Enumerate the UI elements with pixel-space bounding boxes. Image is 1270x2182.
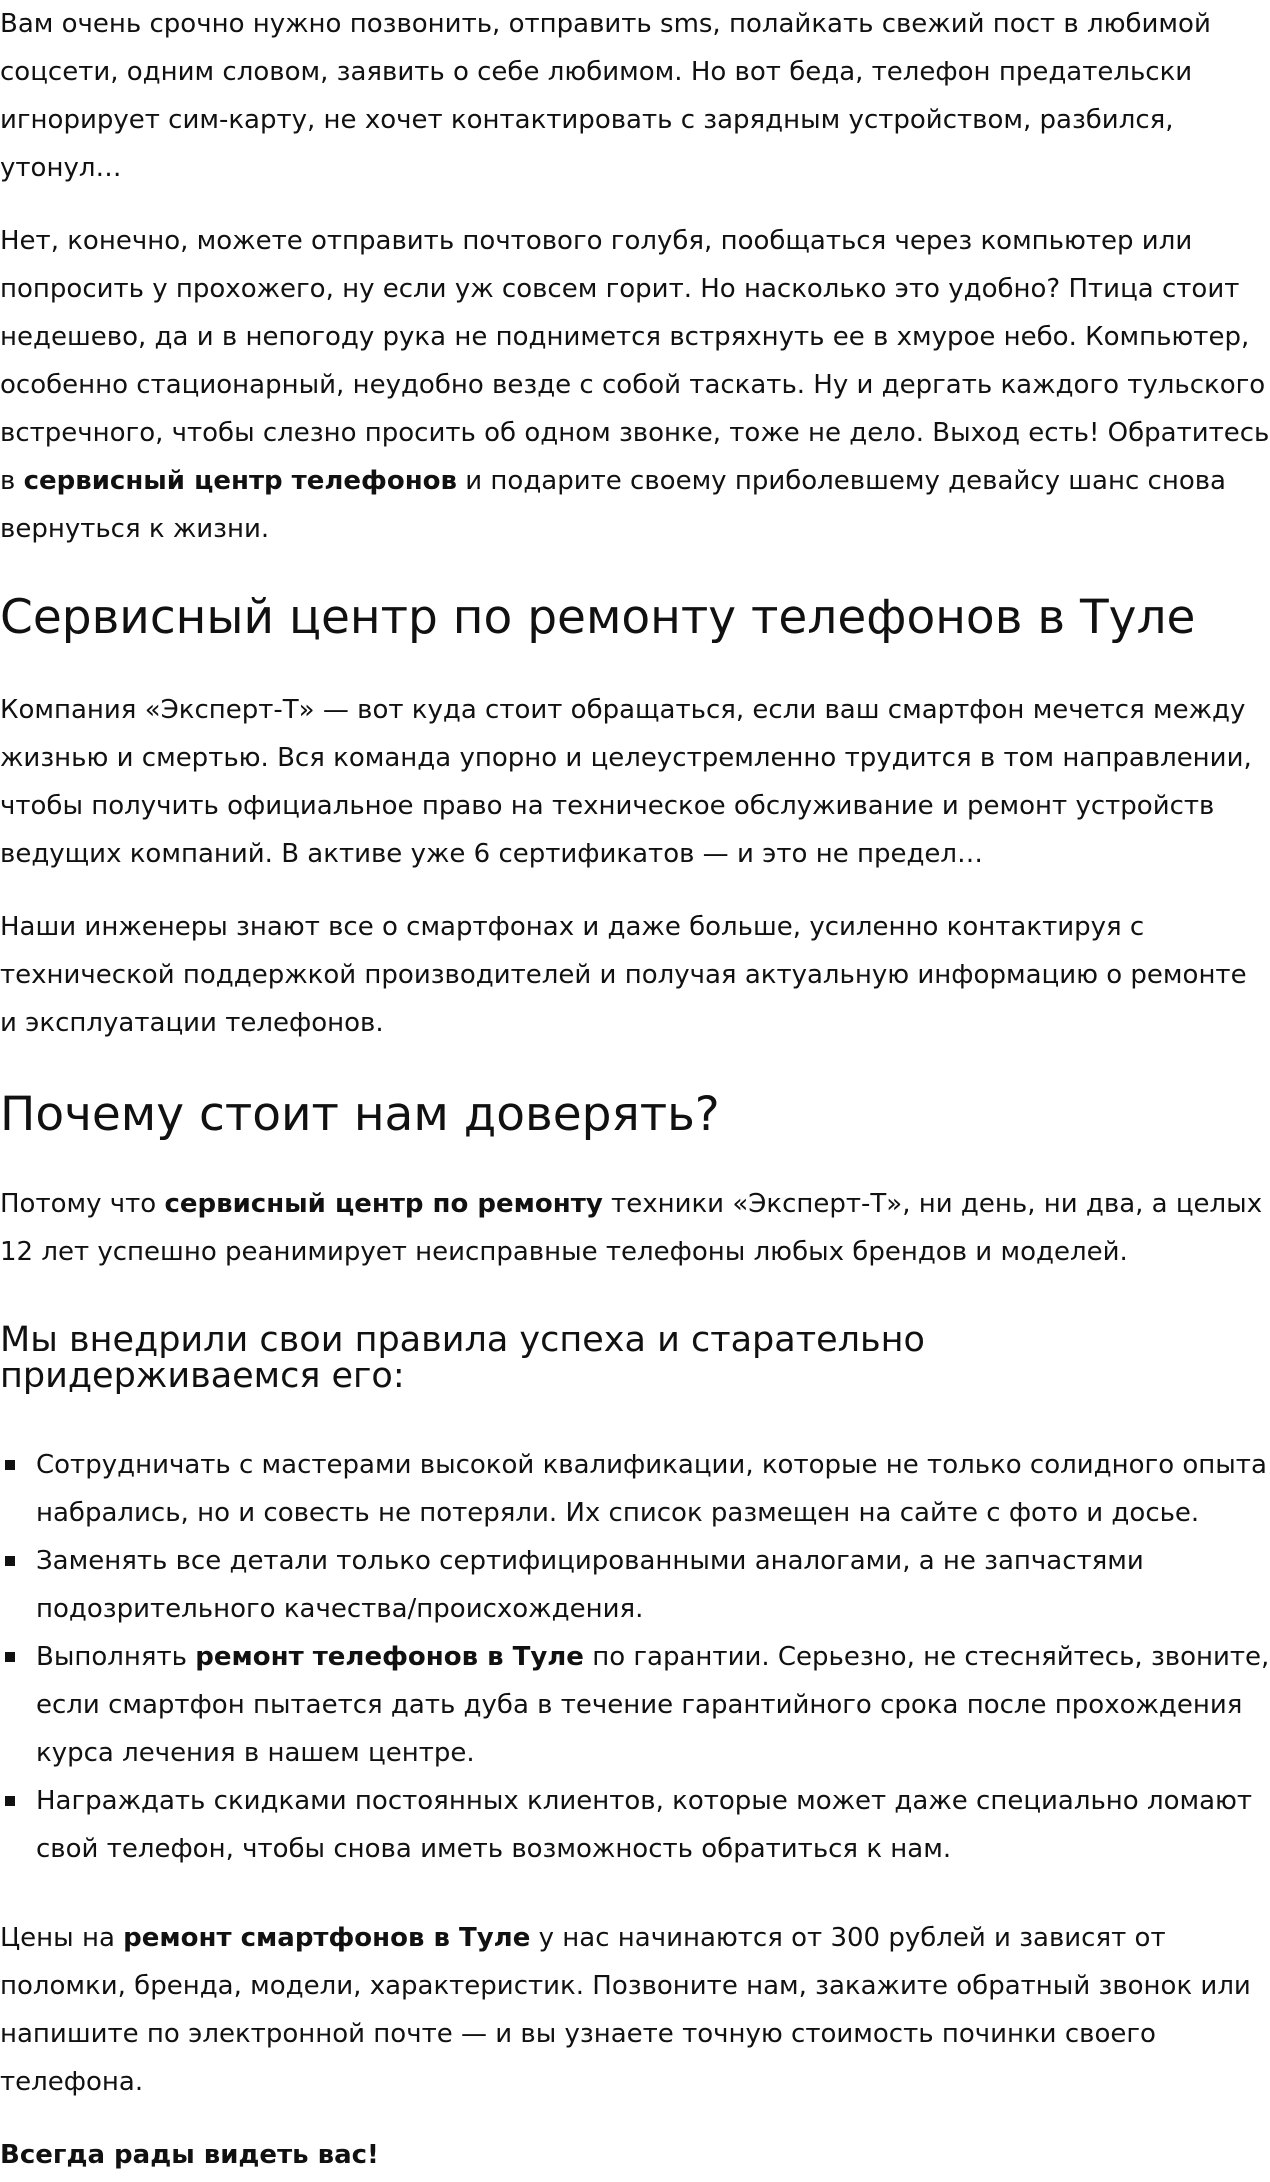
intro-paragraph-2-text-start: Нет, конечно, можете отправить почтового голубя, пообщаться через компьютер или попросить у прохожего, ну если уж совсем горит. Но насколько это удобно? Птица стоит недешево, да и в непогоду рука не поднимется встряхнуть ее в хмурое небо. Компьютер, особенно стационарный, неудобно везде с собой таскать. Ну и дергать каждого тульского встречного, чтобы слезно просить об одном звонке, тоже не дело. Выход есть! Обратитесь в — [0, 226, 1270, 496]
heading-why-trust: Почему стоит нам доверять? — [0, 1087, 720, 1142]
list-item-text-end: по гарантии. Серьезно, не стесняйтесь, звоните, если смартфон пытается дать дуба в течение гарантийного срока после прохождения курса лечения в нашем центре. — [36, 1642, 1270, 1768]
intro-paragraph-2-text-end: и подарите своему приболевшему девайсу шанс снова вернуться к жизни. — [0, 466, 1226, 544]
smartphone-repair-tula-phrase: ремонт смартфонов в Туле — [123, 1923, 531, 1953]
trust-paragraph — [0, 1180, 1270, 1276]
company-paragraph-2: Наши инженеры знают все о смартфонах и даже больше, усиленно контактируя с технической поддержкой производителей и получая актуальную информацию о ремонте и эксплуатации телефонов. — [0, 912, 1247, 1038]
closing-text: Всегда рады видеть вас! — [0, 2140, 379, 2170]
list-item: Награждать скидками постоянных клиентов, которые может даже специально ломают свой телефон, чтобы снова иметь возможность обратиться к нам. — [0, 1777, 1270, 1873]
intro-paragraph-1: Вам очень срочно нужно позвонить, отправить sms, полайкать свежий пост в любимой соцсети, одним словом, заявить о себе любимом. Но вот беда, телефон предательски игнорирует сим-карту, не хочет контактировать с зарядным устройством, разбился, утонул… — [0, 9, 1211, 183]
service-center-phrase: сервисный центр телефонов — [23, 466, 457, 496]
list-item-text-start: Выполнять — [36, 1642, 196, 1672]
company-paragraph-1: Компания «Эксперт-Т» — вот куда стоит обращаться, если ваш смартфон мечется между жизнью и смертью. Вся команда упорно и целеустремленно трудится в том направлении, чтобы получить официальное право на техническое обслуживание и ремонт устройств ведущих компаний. В активе уже 6 сертификатов — и это не предел… — [0, 695, 1252, 869]
rules-list — [0, 1441, 1270, 1873]
list-item: Заменять все детали только сертифицированными аналогами, а не запчастями подозрительного качества/происхождения. — [0, 1537, 1270, 1633]
intro-paragraph-2 — [0, 217, 1270, 553]
closing-line — [0, 2131, 1270, 2179]
list-item — [0, 1633, 1270, 1777]
prices-text-end: у нас начинаются от 300 рублей и зависят от поломки, бренда, модели, характеристик. Позвоните нам, закажите обратный звонок или напишите по электронной почте — и вы узнаете точную стоимость починки своего телефона. — [0, 1923, 1251, 2097]
trust-paragraph-text-start: Потому что — [0, 1189, 165, 1219]
prices-paragraph — [0, 1914, 1270, 2106]
heading-service-center: Сервисный центр по ремонту телефонов в Туле — [0, 590, 1196, 645]
service-center-repair-phrase: сервисный центр по ремонту — [164, 1189, 603, 1219]
heading-success-rules: Мы внедрили свои правила успеха и старательно придерживаемся его: — [0, 1320, 925, 1396]
prices-text-start: Цены на — [0, 1923, 124, 1953]
phone-repair-tula-phrase: ремонт телефонов в Туле — [195, 1642, 584, 1672]
list-item: Сотрудничать с мастерами высокой квалификации, которые не только солидного опыта набрались, но и совесть не потеряли. Их список размещен на сайте с фото и досье. — [0, 1441, 1270, 1537]
trust-paragraph-text-end: техники «Эксперт-Т», ни день, ни два, а целых 12 лет успешно реанимирует неисправные телефоны любых брендов и моделей. — [0, 1189, 1263, 1267]
